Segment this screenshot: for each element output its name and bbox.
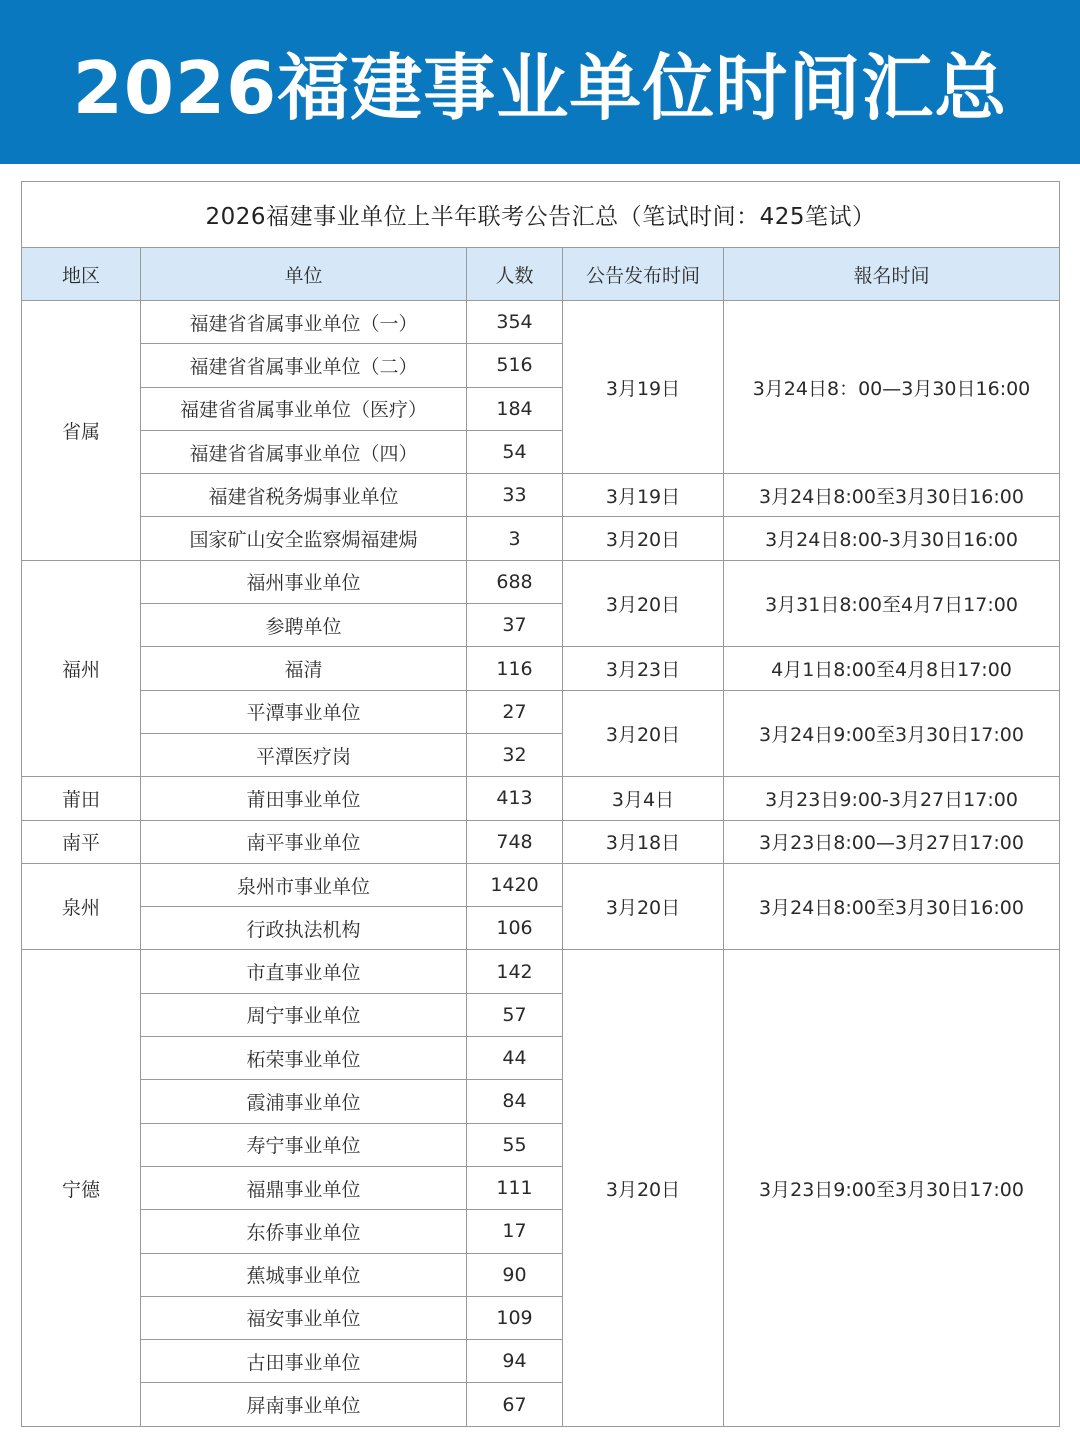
announce-cell: 3月19日: [563, 301, 724, 474]
region-cell: 宁德: [22, 950, 141, 1426]
unit-cell: 参聘单位: [141, 604, 467, 647]
count-cell: 55: [467, 1123, 563, 1166]
table-row: [22, 517, 1060, 560]
announce-cell: 3月20日: [563, 517, 724, 560]
table-row: [22, 474, 1060, 517]
count-cell: 111: [467, 1166, 563, 1209]
col-header-region: 地区: [22, 248, 141, 301]
unit-cell: 柘荣事业单位: [141, 1037, 467, 1080]
col-header-signup-time: 報名时间: [724, 248, 1060, 301]
signup-cell: 3月24日8:00-3月30日16:00: [724, 517, 1060, 560]
unit-cell: 霞浦事业单位: [141, 1080, 467, 1123]
announce-cell: 3月20日: [563, 950, 724, 1426]
count-cell: 94: [467, 1340, 563, 1383]
region-cell: 南平: [22, 820, 141, 863]
unit-cell: 福建省税务焗事业单位: [141, 474, 467, 517]
schedule-table-container: [21, 181, 1059, 1427]
count-cell: 1420: [467, 863, 563, 906]
count-cell: 54: [467, 430, 563, 473]
table-row: [22, 820, 1060, 863]
signup-cell: 3月31日8:00至4月7日17:00: [724, 560, 1060, 647]
unit-cell: 福鼎事业单位: [141, 1166, 467, 1209]
unit-cell: 福州事业单位: [141, 560, 467, 603]
count-cell: 27: [467, 690, 563, 733]
unit-cell: 福建省省属事业单位（四）: [141, 430, 467, 473]
signup-cell: 3月24日8:00至3月30日16:00: [724, 474, 1060, 517]
region-cell: 省属: [22, 301, 141, 561]
unit-cell: 平潭事业单位: [141, 690, 467, 733]
region-cell: 莆田: [22, 777, 141, 820]
count-cell: 106: [467, 907, 563, 950]
signup-cell: 3月23日9:00-3月27日17:00: [724, 777, 1060, 820]
count-cell: 3: [467, 517, 563, 560]
unit-cell: 古田事业单位: [141, 1340, 467, 1383]
unit-cell: 市直事业单位: [141, 950, 467, 993]
count-cell: 413: [467, 777, 563, 820]
count-cell: 142: [467, 950, 563, 993]
count-cell: 37: [467, 604, 563, 647]
signup-cell: 3月24日8:00至3月30日16:00: [724, 863, 1060, 950]
announce-cell: 3月19日: [563, 474, 724, 517]
announce-cell: 3月23日: [563, 647, 724, 690]
unit-cell: 行政执法机构: [141, 907, 467, 950]
schedule-table: [21, 181, 1060, 1427]
signup-cell: 3月24日9:00至3月30日17:00: [724, 690, 1060, 777]
signup-cell: 4月1日8:00至4月8日17:00: [724, 647, 1060, 690]
col-header-unit: 单位: [141, 248, 467, 301]
page-title: 2026福建事业单位时间汇总: [72, 46, 1008, 130]
unit-cell: 南平事业单位: [141, 820, 467, 863]
table-row: [22, 863, 1060, 906]
unit-cell: 寿宁事业单位: [141, 1123, 467, 1166]
count-cell: 17: [467, 1210, 563, 1253]
announce-cell: 3月20日: [563, 560, 724, 647]
announce-cell: 3月4日: [563, 777, 724, 820]
region-cell: 福州: [22, 560, 141, 776]
unit-cell: 福建省省属事业单位（二）: [141, 344, 467, 387]
table-row: [22, 950, 1060, 993]
count-cell: 57: [467, 993, 563, 1036]
region-cell: 泉州: [22, 863, 141, 950]
unit-cell: 东侨事业单位: [141, 1210, 467, 1253]
count-cell: 116: [467, 647, 563, 690]
announce-cell: 3月20日: [563, 863, 724, 950]
table-row: [22, 301, 1060, 344]
count-cell: 44: [467, 1037, 563, 1080]
count-cell: 354: [467, 301, 563, 344]
unit-cell: 屏南事业单位: [141, 1383, 467, 1426]
title-banner: [0, 0, 1080, 164]
count-cell: 184: [467, 387, 563, 430]
count-cell: 748: [467, 820, 563, 863]
table-row: [22, 777, 1060, 820]
signup-cell: 3月23日8:00—3月27日17:00: [724, 820, 1060, 863]
unit-cell: 福建省省属事业单位（一）: [141, 301, 467, 344]
signup-cell: 3月24日8：00—3月30日16:00: [724, 301, 1060, 474]
unit-cell: 周宁事业单位: [141, 993, 467, 1036]
count-cell: 109: [467, 1296, 563, 1339]
header-row: [22, 248, 1060, 301]
unit-cell: 平潭医疗岗: [141, 733, 467, 776]
count-cell: 688: [467, 560, 563, 603]
announce-cell: 3月20日: [563, 690, 724, 777]
col-header-count: 人数: [467, 248, 563, 301]
unit-cell: 国家矿山安全监察焗福建焗: [141, 517, 467, 560]
table-caption: 2026福建事业单位上半年联考公告汇总（笔试时间：425笔试）: [22, 182, 1060, 248]
count-cell: 516: [467, 344, 563, 387]
unit-cell: 福安事业单位: [141, 1296, 467, 1339]
count-cell: 84: [467, 1080, 563, 1123]
count-cell: 32: [467, 733, 563, 776]
announce-cell: 3月18日: [563, 820, 724, 863]
table-row: [22, 560, 1060, 603]
count-cell: 67: [467, 1383, 563, 1426]
table-row: [22, 647, 1060, 690]
table-row: [22, 690, 1060, 733]
unit-cell: 泉州市事业单位: [141, 863, 467, 906]
col-header-announce-date: 公告发布时间: [563, 248, 724, 301]
unit-cell: 莆田事业单位: [141, 777, 467, 820]
count-cell: 33: [467, 474, 563, 517]
unit-cell: 福建省省属事业单位（医疗）: [141, 387, 467, 430]
count-cell: 90: [467, 1253, 563, 1296]
unit-cell: 蕉城事业单位: [141, 1253, 467, 1296]
unit-cell: 福清: [141, 647, 467, 690]
signup-cell: 3月23日9:00至3月30日17:00: [724, 950, 1060, 1426]
